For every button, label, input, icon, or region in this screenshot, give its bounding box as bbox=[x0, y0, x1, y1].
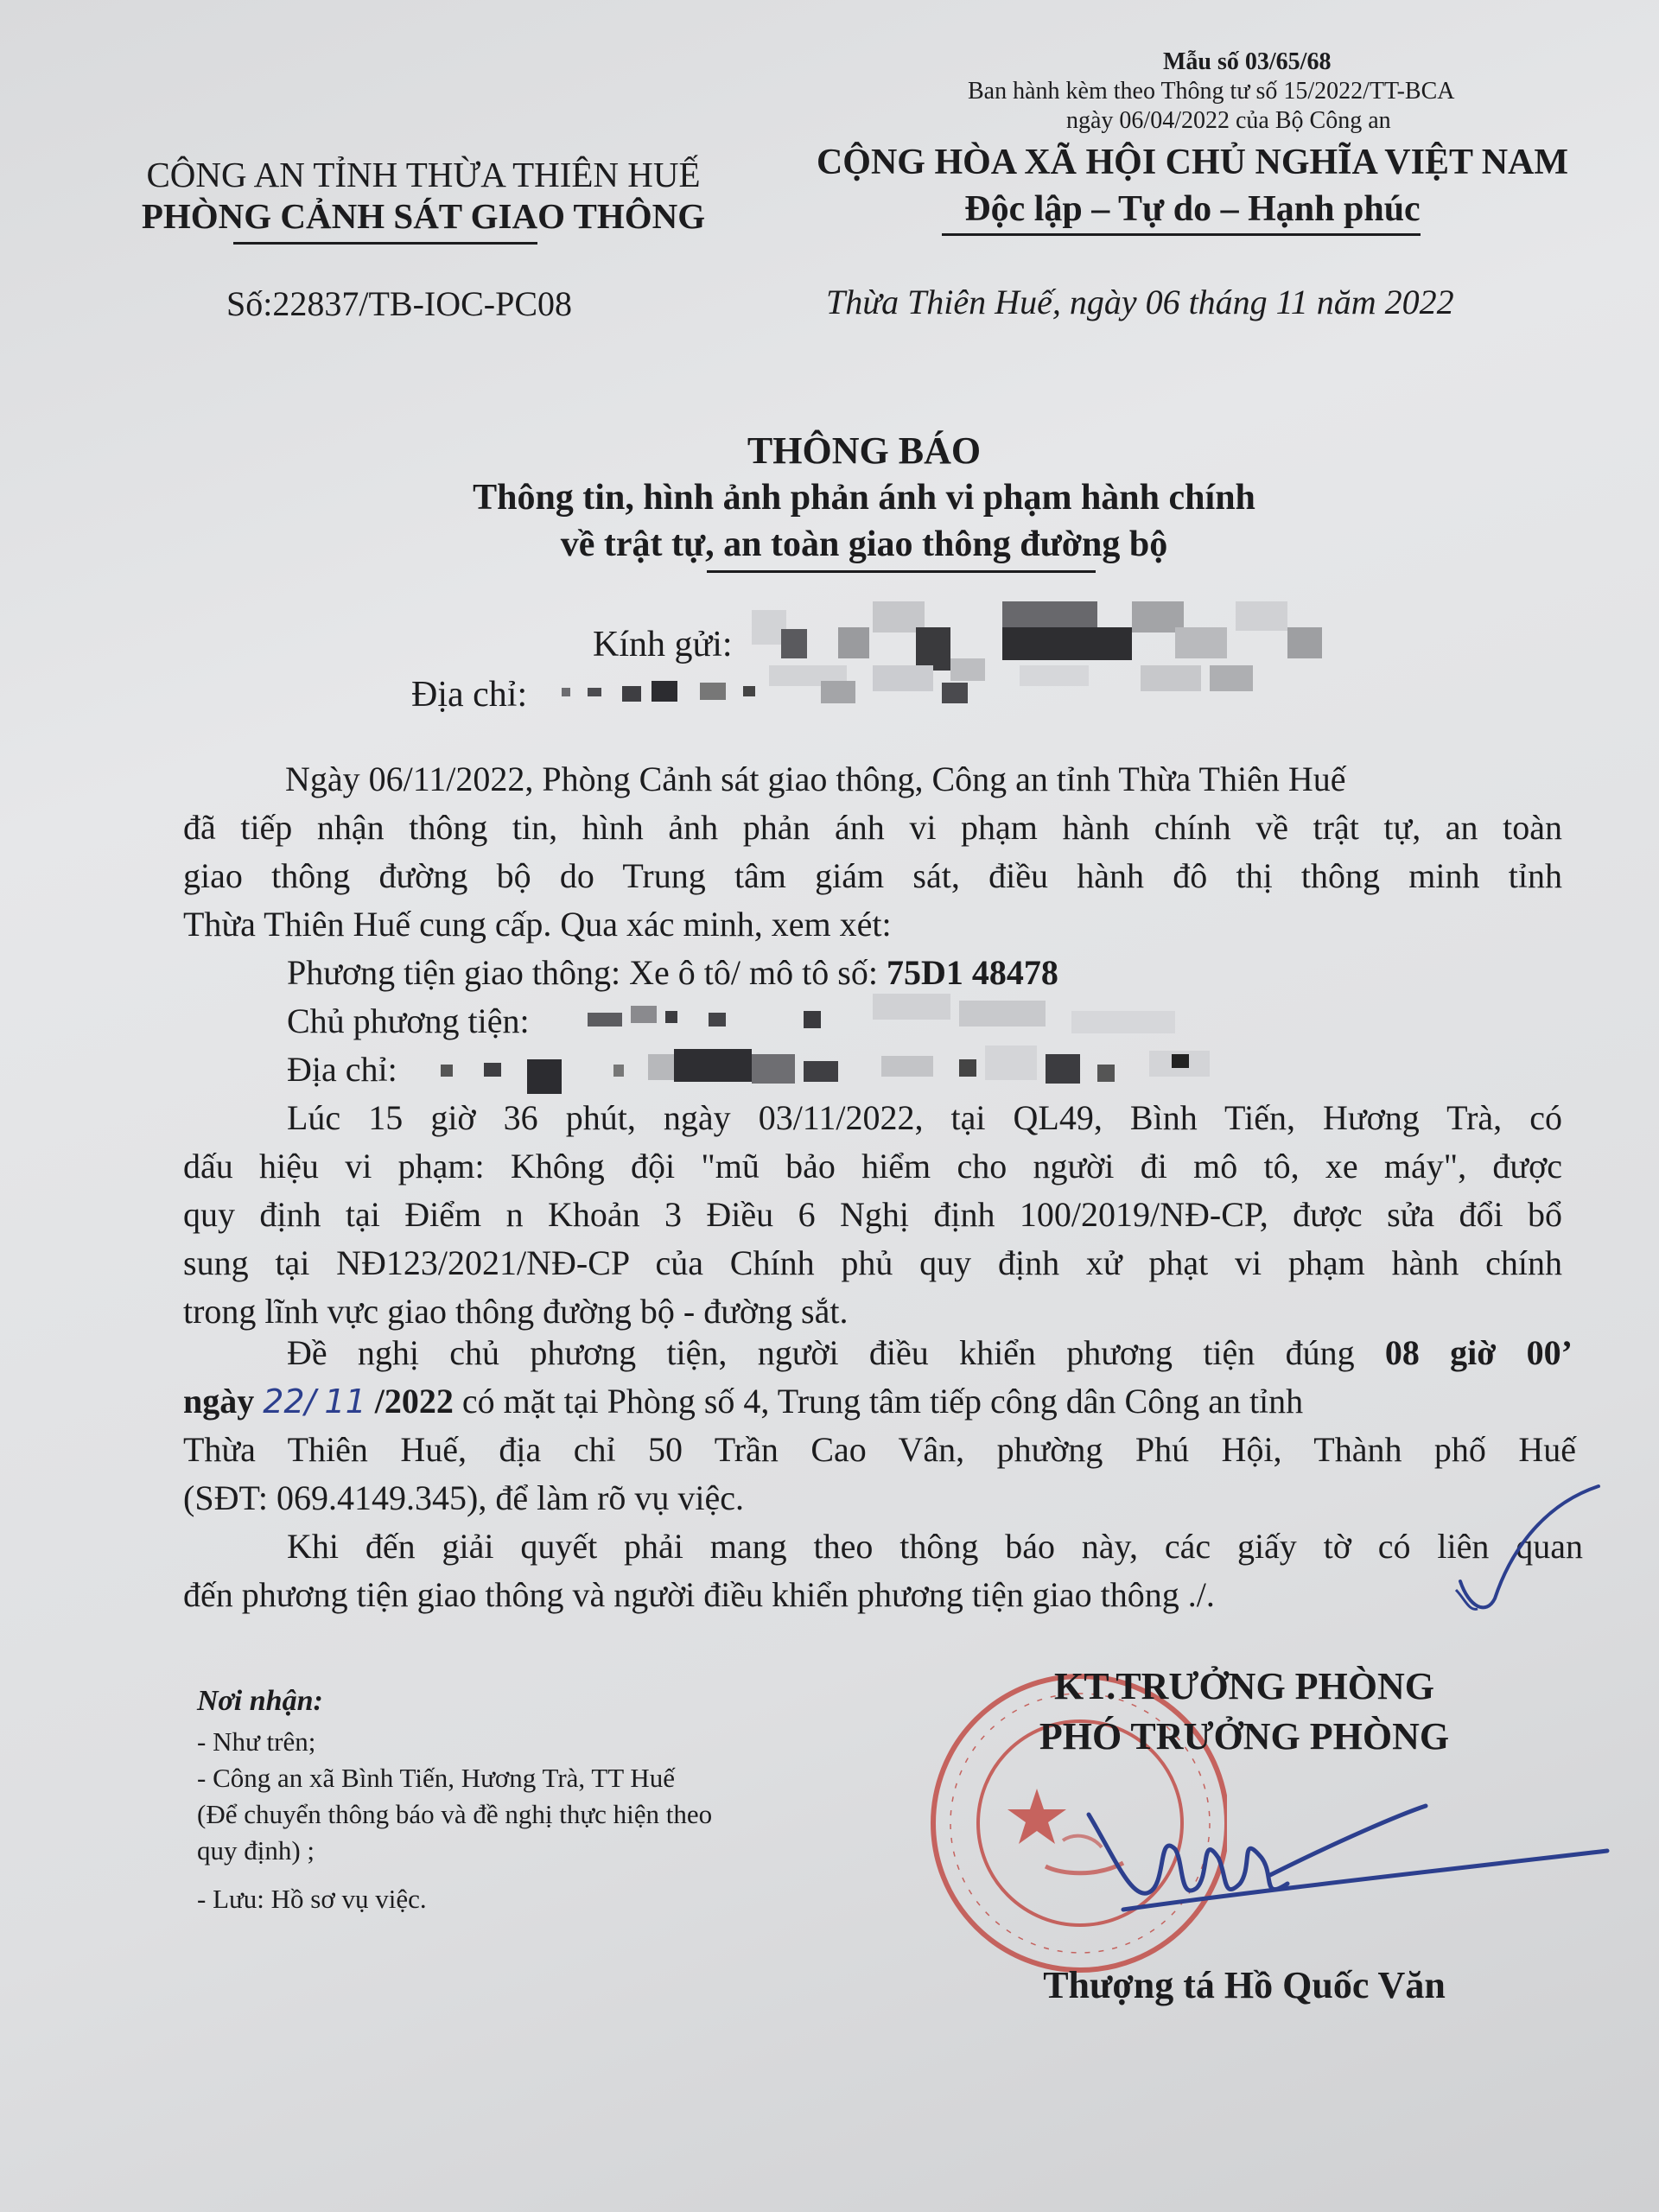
body-p3-line-4: (SĐT: 069.4149.345), để làm rõ vụ việc. bbox=[183, 1478, 745, 1517]
handwritten-month: 11 bbox=[324, 1382, 366, 1421]
signature-title-2: PHÓ TRƯỞNG PHÒNG bbox=[1039, 1715, 1450, 1758]
body-p4-line-2: đến phương tiện giao thông và người điều khiển phương tiện giao thông ./. bbox=[183, 1575, 1215, 1614]
body-p2-line-2: dấu hiệu vi phạm: Không đội "mũ bảo hiểm cho người đi mô tô, xe máy", được bbox=[183, 1147, 1562, 1185]
appointment-year: /2022 bbox=[374, 1382, 454, 1421]
doc-number: Số:22837/TB-IOC-PC08 bbox=[226, 284, 573, 323]
appointment-day-label: ngày bbox=[183, 1382, 255, 1421]
owner-label: Chủ phương tiện: bbox=[287, 1001, 530, 1040]
title-underline bbox=[707, 570, 1096, 573]
body-p3-rest: có mặt tại Phòng số 4, Trung tâm tiếp công dân Công an tỉnh bbox=[461, 1382, 1304, 1421]
document-subtitle-1: Thông tin, hình ảnh phản ánh vi phạm hành chính bbox=[473, 478, 1255, 518]
agency-underline bbox=[233, 242, 537, 245]
handwritten-day: 22/ bbox=[263, 1382, 316, 1421]
document-title: THÔNG BÁO bbox=[747, 429, 982, 472]
form-issued-with: Ban hành kèm theo Thông tư số 15/2022/TT-BCA bbox=[968, 78, 1455, 105]
vehicle-plate: 75D1 48478 bbox=[886, 953, 1058, 992]
body-p1-line-1: Ngày 06/11/2022, Phòng Cảnh sát giao thông, Công an tỉnh Thừa Thiên Huế bbox=[285, 760, 1346, 798]
form-issued-date: ngày 06/04/2022 của Bộ Công an bbox=[1066, 107, 1391, 134]
handwritten-signature-icon bbox=[1071, 1780, 1624, 1953]
vehicle-line bbox=[287, 952, 1058, 993]
appointment-time: 08 giờ 00’ bbox=[1384, 1333, 1573, 1372]
body-p1-line-2: đã tiếp nhận thông tin, hình ảnh phản ánh vi phạm hành chính về trật tự, an toàn bbox=[183, 808, 1562, 847]
signature-title-1: KT.TRƯỞNG PHÒNG bbox=[1054, 1665, 1434, 1707]
national-motto: Độc lập – Tự do – Hạnh phúc bbox=[964, 189, 1421, 229]
body-p2-line-5: trong lĩnh vực giao thông đường bộ - đường sắt. bbox=[183, 1292, 849, 1331]
body-p3-text: Đề nghị chủ phương tiện, người điều khiển phương tiện đúng bbox=[287, 1333, 1355, 1372]
recipient-label: Kính gửi: bbox=[593, 625, 733, 664]
motto-underline bbox=[942, 233, 1421, 236]
document-subtitle-2: về trật tự, an toàn giao thông đường bộ bbox=[560, 524, 1168, 564]
owner-address-label: Địa chỉ: bbox=[287, 1050, 397, 1089]
redacted-recipient-address bbox=[562, 657, 1339, 717]
body-p4-line-1: Khi đến giải quyết phải mang theo thông báo này, các giấy tờ có liên quan bbox=[287, 1527, 1583, 1566]
national-title: CỘNG HÒA XÃ HỘI CHỦ NGHĨA VIỆT NAM bbox=[816, 143, 1569, 182]
signer-name: Thượng tá Hồ Quốc Văn bbox=[1043, 1964, 1446, 2006]
recipients-item-5: - Lưu: Hồ sơ vụ việc. bbox=[197, 1884, 427, 1914]
recipients-item-2: - Công an xã Bình Tiến, Hương Trà, TT Huế bbox=[197, 1763, 676, 1793]
recipients-title: Nơi nhận: bbox=[197, 1685, 323, 1717]
place-date: Thừa Thiên Huế, ngày 06 tháng 11 năm 2022 bbox=[826, 283, 1454, 321]
body-p3-line-3: Thừa Thiên Huế, địa chỉ 50 Trần Cao Vân, phường Phú Hội, Thành phố Huế bbox=[183, 1430, 1576, 1469]
body-p2-line-1: Lúc 15 giờ 36 phút, ngày 03/11/2022, tại QL49, Bình Tiến, Hương Trà, có bbox=[287, 1098, 1562, 1137]
body-p1-line-3: giao thông đường bộ do Trung tâm giám sát, điều hành đô thị thông minh tỉnh bbox=[183, 856, 1562, 895]
recipients-item-3: (Để chuyển thông báo và đề nghị thực hiện theo bbox=[197, 1799, 713, 1829]
body-p2-line-4: sung tại NĐ123/2021/NĐ-CP của Chính phủ quy định xử phạt vi phạm hành chính bbox=[183, 1243, 1562, 1282]
body-p2-line-3: quy định tại Điểm n Khoản 3 Điều 6 Nghị định 100/2019/NĐ-CP, được sửa đổi bổ bbox=[183, 1195, 1562, 1234]
body-p1-line-4: Thừa Thiên Huế cung cấp. Qua xác minh, xem xét: bbox=[183, 905, 892, 944]
agency-parent: CÔNG AN TỈNH THỪA THIÊN HUẾ bbox=[146, 155, 701, 194]
agency-name: PHÒNG CẢNH SÁT GIAO THÔNG bbox=[141, 196, 706, 236]
recipient-address-label: Địa chỉ: bbox=[411, 675, 528, 715]
recipients-item-4: quy định) ; bbox=[197, 1835, 315, 1866]
vehicle-label: Phương tiện giao thông: Xe ô tô/ mô tô số: bbox=[287, 953, 878, 992]
recipients-item-1: - Như trên; bbox=[197, 1726, 316, 1757]
pen-check-mark-icon bbox=[1417, 1469, 1624, 1624]
body-p3-line-2 bbox=[183, 1381, 1303, 1421]
form-number: Mẫu số 03/65/68 bbox=[1163, 48, 1332, 75]
redacted-owner-address bbox=[441, 1037, 1218, 1097]
body-p3-line-1 bbox=[287, 1332, 1573, 1373]
